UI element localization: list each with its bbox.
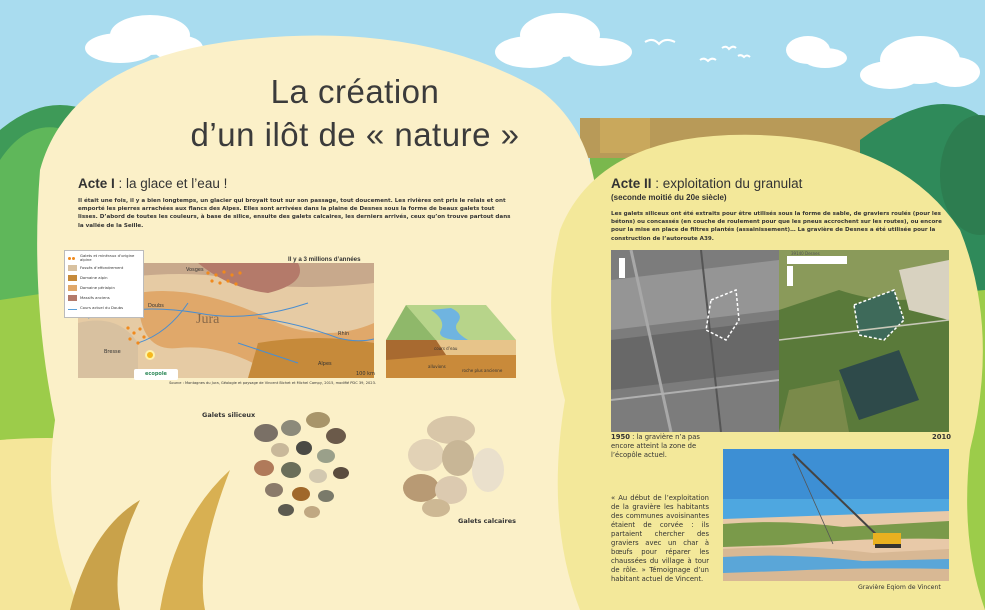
map-label-rhin: Rhin [338,331,350,337]
legend-item: Domaine alpin [68,273,140,283]
act1-label: Acte I [78,176,115,191]
photo-1950-caption-text: : la gravière n’a pas encore atteint la zone de l’écopôle actuel. [611,433,700,459]
act2-paragraph: Les galets siliceux ont été extraits pour être utilisés sous la forme de sable, de graviers roulés (pour les bétons) ou concassés (en couche de roulement pour que les pneus accrochent sur les routes), ou encore pour la mise en place de filtres plantés (assainissement)… La gravière de Desnes a été utilisée pour la construction de l’autoroute A39. [611,211,942,242]
caption-galets-siliceux: Galets siliceux [202,411,256,419]
legend-item: Cours actuel du Doubs [68,303,140,313]
diagram-label-water: cours d’eau [434,346,458,351]
page-title [120,70,590,156]
title-line-1: La création [270,73,440,110]
act1-heading [78,176,227,191]
act2-subheading: (seconde moitié du 20e siècle) [611,193,727,202]
legend-item: Domaine périalpin [68,283,140,293]
legend-item: Galets et minéraux d’origine alpine [68,253,140,263]
siliceous-pebbles-image [246,408,356,523]
quarry-photo [723,449,949,581]
map-source: Source : Montagnes du Jura, Géologie et paysage de Vincent Bichet et Michel Campy, 2015, modifié PDC 39, 2023. [169,381,376,385]
map-label-bresse: Bresse [104,349,121,355]
caption-galets-calcaires: Galets calcaires [458,517,517,525]
act2-heading [611,176,802,191]
quarry-photo-caption: Gravière Eqiom de Vincent [858,584,941,591]
map-title: Il y a 3 millions d’années [288,256,361,263]
map-search-text: 39140 Desnes [791,251,820,256]
title-line-2: d’un ilôt de « nature » [190,116,520,153]
diagram-label-rock: roche plus ancienne [462,368,503,373]
act2-heading-text: : exploitation du granulat [651,176,803,191]
photo-1950-caption [611,433,711,460]
map-label-jura: Jura [196,312,220,327]
act1-heading-text: : la glace et l’eau ! [114,176,228,191]
act2-label: Acte II [611,176,652,191]
aerial-photo-1950 [611,250,779,432]
act1-paragraph: Il était une fois, il y a bien longtemps, un glacier qui broyait tout sur son passage, tout doucement. Les rivières ont pris le relais et ont emporté les pierres arrachées aux flancs des Alpes. Elles sont arrivées dans la plaine de Desnes sous la forme de beaux galets tout lisses. D’abord de toutes les couleurs, à base de silice, ensuite des galets calcaires, les derniers arrivés, ceux qu’on trouve partout dans la vallée de la Seille. [78,198,511,229]
legend-item: Fossés d’effondrement [68,263,140,273]
photo-2010-year: 2010 [932,433,951,441]
diagram-label-alluvium: alluvions [428,364,446,369]
map-label-doubs: Doubs [148,303,164,309]
map-scale: 100 km [356,371,375,377]
map-legend [64,250,144,318]
testimony-quote: « Au début de l’exploitation de la gravière les habitants des communes avoisinantes étaient de corvée : ils partaient chercher des graviers avec un char à bœufs pour réparer les chaussées du village à tour de rôle. » Témoignage d’un habitant actuel de Vincent. [611,494,709,583]
aerial-photo-2010 [779,250,949,432]
legend-item: Massifs anciens [68,293,140,303]
map-label-alpes: Alpes [318,361,332,367]
photo-1950-year: 1950 [611,433,630,441]
map-label-vosges: Vosges [186,267,204,273]
ecopole-logo: ecopole [134,369,178,380]
limestone-pebbles-image [396,410,511,520]
